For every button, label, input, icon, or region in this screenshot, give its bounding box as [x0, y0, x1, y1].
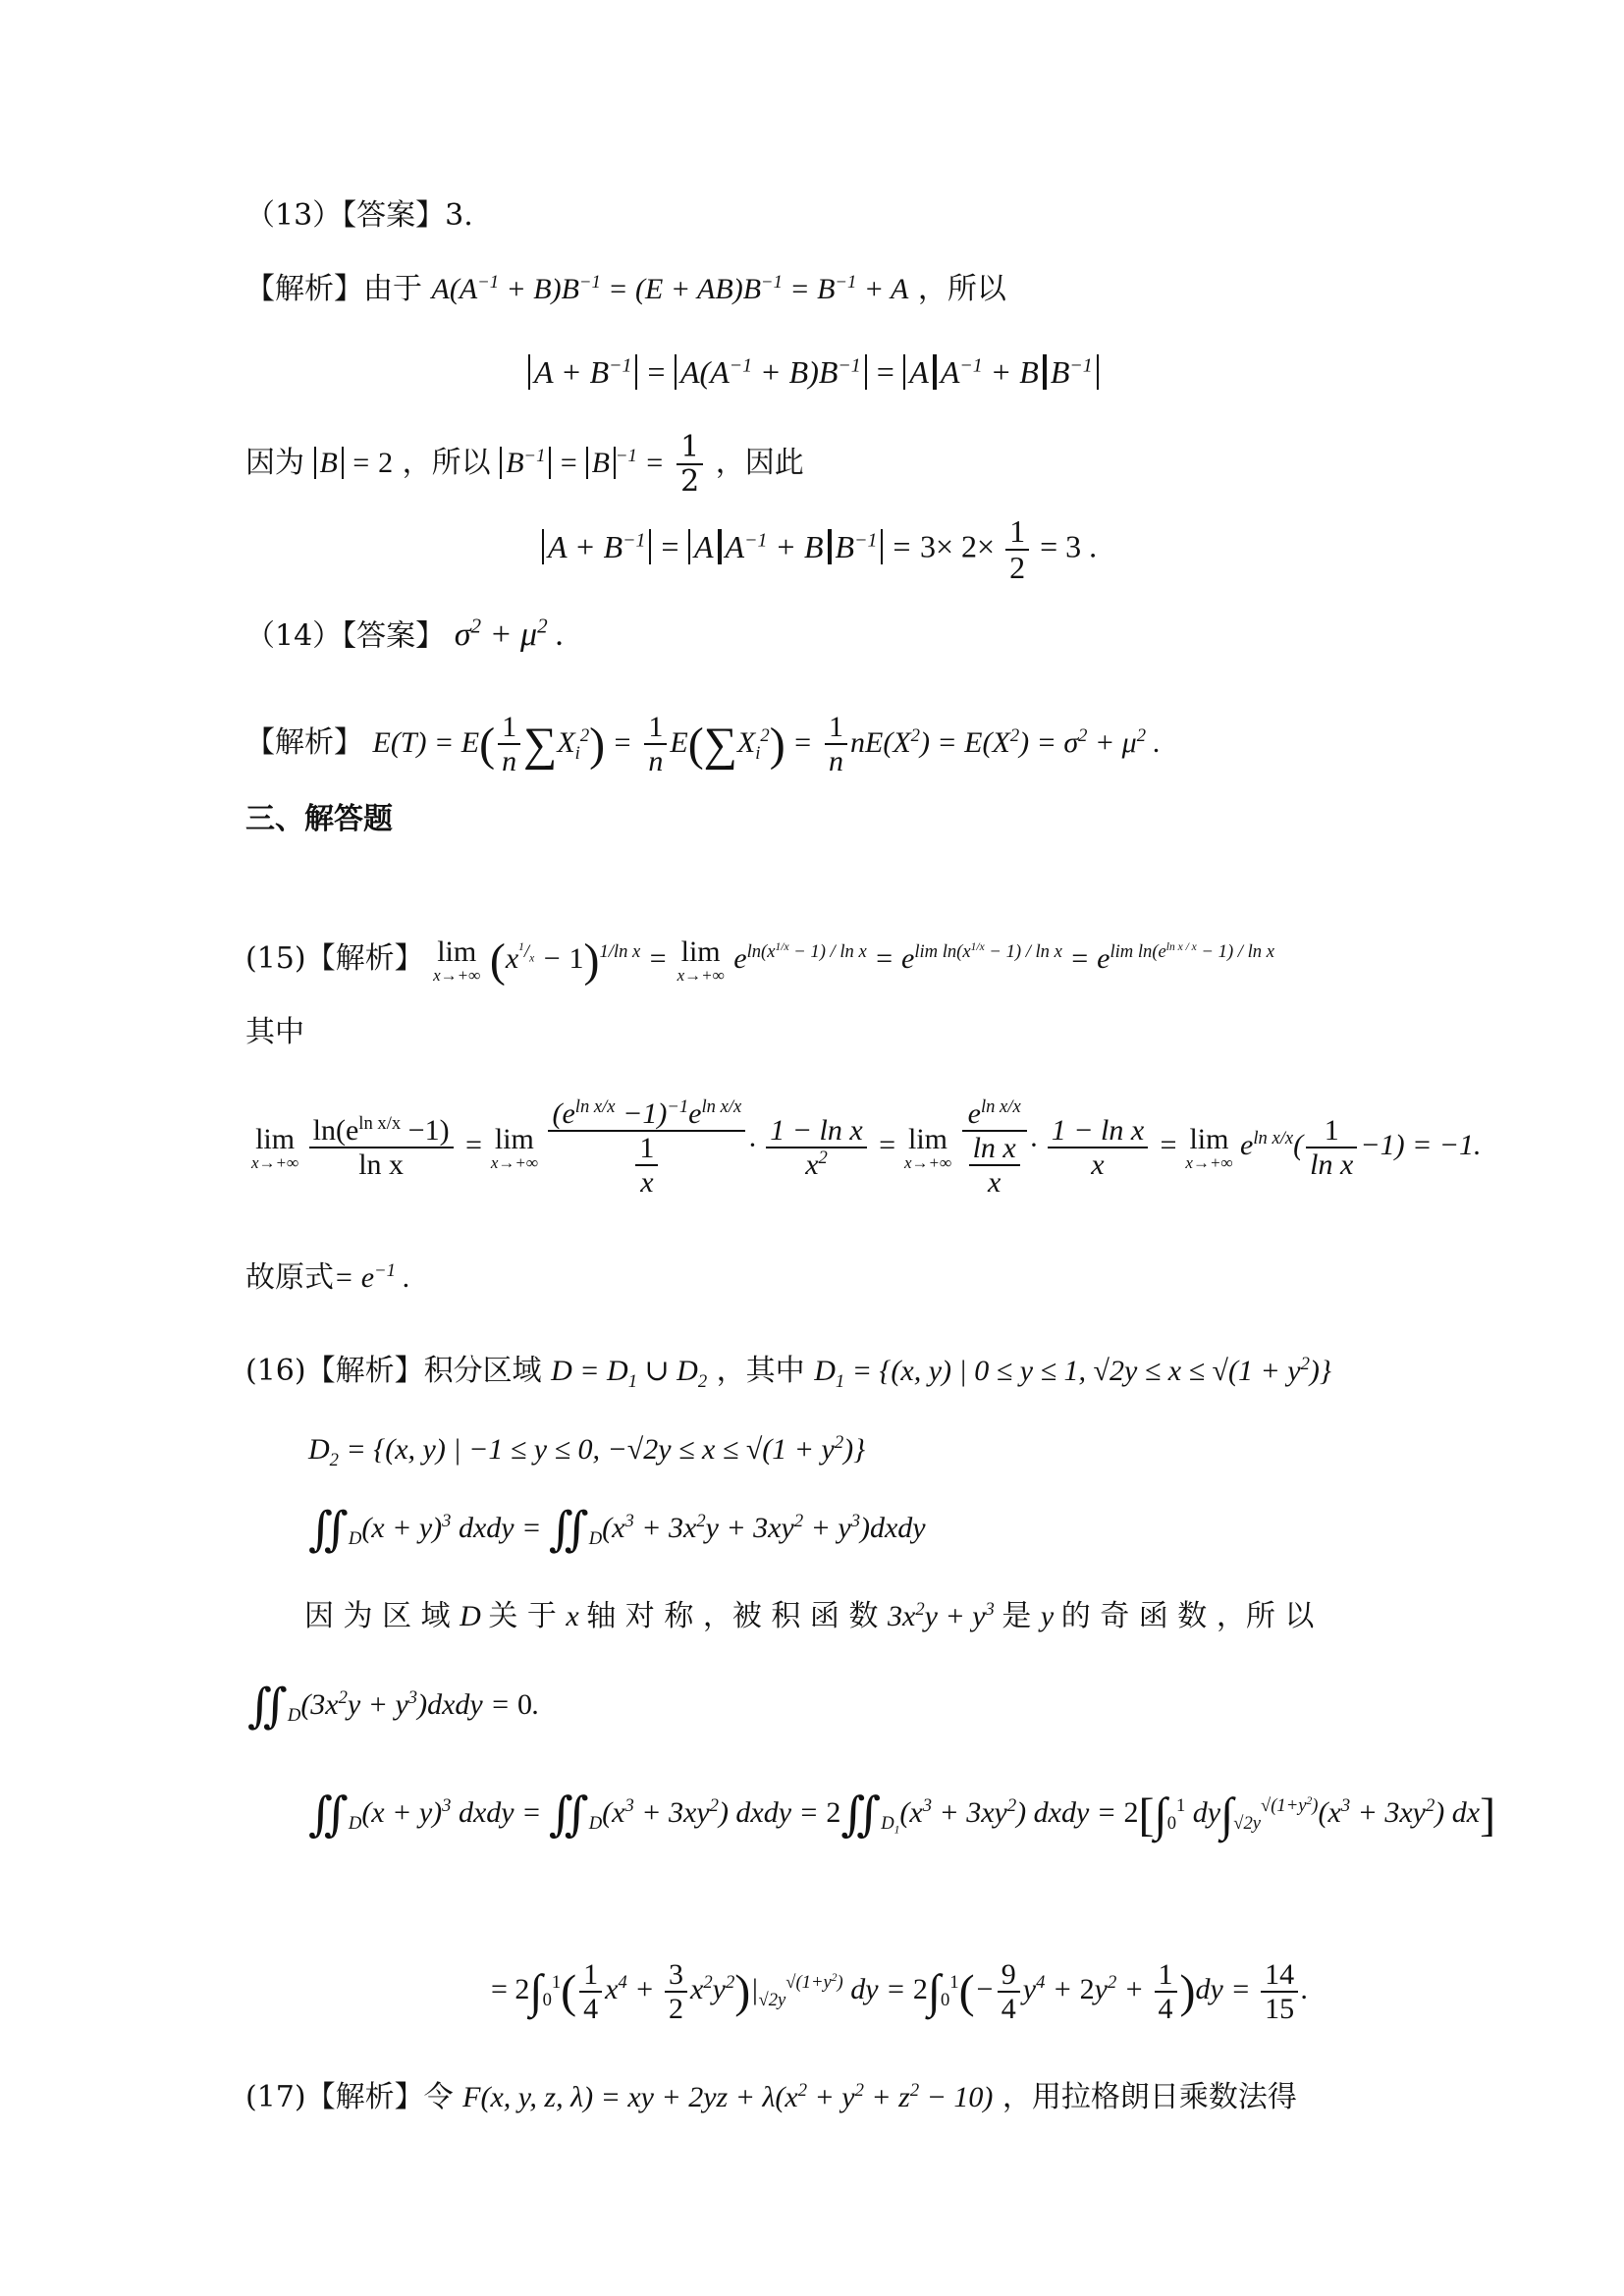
q13-because: 因为: [245, 446, 304, 480]
q16-para-d: 是: [1001, 1599, 1032, 1633]
q16-where: ，其中: [716, 1354, 805, 1388]
q14-answer: （14）【答案】: [245, 618, 446, 654]
q16-integral-3: $∬_D(x + y)^3$ dxdy = $∬_D(x^3 + 3xy^2)$ dxdy = $2∬_{D_1}(x^3 + 3xy^2)$ dxdy = $2[\int_0^1$ $dy\int_{√2y}^{√(1+y^2)}(x^3 + 3xy^2)$ dx]: [308, 1789, 1496, 1842]
q14-analysis-prefix: 【解析】: [245, 725, 363, 760]
q15-conclusion-line: 故原式= $e^{-1}$ .: [245, 1260, 410, 1295]
q16-para-line: 因 为 区 域 D 关 于 x 轴 对 称 ，被 积 函 数 $3x^2y + y^3$ 是 y 的 奇 函 数 ，所 以: [304, 1599, 1315, 1633]
q15-label: (15)【解析】: [245, 941, 424, 977]
q16-integral-4: = $2\int_0^1$( $\frac{1}{4}$ $x^4$ + $\frac{3}{2}$ $x^2y^2)|_{√2y}^{√(1+y^2)}$ dy = $2\int_0^1(-$ $\frac{9}{4}$ $y^4 + 2y^2$ + $\frac{1}{4}$ )dy = $\frac{14}{15}$ .: [491, 1958, 1309, 2026]
q14-analysis-line: 【解析】 E(T) = E( $\frac{1}{n}$ $\sum X_i^2$) = $\frac{1}{n}$ $E(\sum X_i^2)$ = $\frac{1}{n}$ $nE(X^2) = E(X^2) = \sigma^2 + \mu^2$ .: [245, 711, 1162, 777]
q13-formula-2: $A + B^{-1} = A(A^{-1} + B)B^{-1} = A$ $A^{-1} + B$ $B^{-1}$: [528, 346, 1099, 392]
q15-where: 其中: [245, 1015, 304, 1049]
q16-para-e: 的 奇 函 数 ，所 以: [1060, 1599, 1315, 1633]
q17-suffix: ，用拉格朗日乘数法得: [1001, 2080, 1297, 2114]
q13-formula-3: $A + B^{-1} = A$ $A^{-1} + B$ $B^{-1} = 3\times 2\times$ $\frac{1}{2}$ = 3 .: [542, 506, 1097, 586]
q15-conclusion: 故原式: [245, 1260, 334, 1295]
q16-para-c: 轴 对 称 ，被 积 函 数: [586, 1599, 879, 1633]
q15-formula-2: lim x→+∞ $\frac{\ln(e^{ln x/x} -1)}{\text{ln x}}$ = lim x→+∞ $\frac{(e^{ln x/x} -1)^{-1}e^{ln x/x}}{\frac{1}{x}}$ · $\frac{\text{1 − ln x}}{x^2}$ = lim x→+∞ $\frac{e^{ln x/x}}{\frac{\text{ln x}}{x}}$ · $\frac{\text{1 − ln x}}{x}$ = lim x→+∞ $e^{ln x/x}$( $\frac{1}{\text{ln x}}$ −1) = −1.: [251, 1095, 1482, 1199]
q14-answer-line: （14）【答案】 $\sigma^2 + \mu^2$ .: [245, 614, 565, 654]
q13-answer-line: [245, 196, 473, 236]
q13-formula-1: $A(A^{-1} + B)B^{-1} = (E + AB)B^{-1} = B^{-1} + A$: [431, 272, 909, 305]
section3-title-line: [245, 800, 393, 839]
q16-line-1: (16)【解析】积分区域 $D = D_1$ ∪ $D_2$ ，其中 $D_1 = \{(x$, y) | 0 ≤ y ≤ 1, $√2y \le x \le √(1 + y^2)$}: [245, 1354, 1331, 1392]
q16-label: (16)【解析】积分区域: [245, 1354, 542, 1388]
q16-integral-1: $∬_D(x + y)^3$ dxdy = $∬_D(x^3 + 3x^2y + 3xy^2$ + $y^3)dxdy$: [308, 1504, 926, 1557]
q13-therefore: ，因此: [715, 446, 804, 480]
q16-integral-2: $∬_D(3x^2y$ + $y^3)dxdy = 0$.: [247, 1681, 540, 1734]
q13-analysis-suffix: ，所以: [917, 272, 1006, 306]
q13-answer: （13）【答案】3.: [245, 198, 473, 233]
section3-title: 三、解答题: [245, 802, 393, 836]
q15-where-line: [245, 1013, 304, 1052]
q13-because-line: 因为 B = 2 ，所以 $B^{-1} = B$ $^{-1}$ = $\frac{1}{2}$ ，因此: [245, 430, 804, 499]
q15-line: (15)【解析】 lim x→+∞ $(x^{^1/_x} - 1)^{1/ln x}$ = lim x→+∞ $e^{ln(x^{1/x} - 1) / ln x} = e^{lim ln(x^{1/x} - 1) / ln x} = e^{lim ln(e^{ln x / x} - 1) / ln x}$: [245, 934, 1274, 988]
q17-line: (17)【解析】令 F(x, y, z, λ) = xy + $2yz + \lambda(x^2 + y^2 + z^2 - 10)$ ，用拉格朗日乘数法得: [245, 2080, 1297, 2114]
q16-d2: $D_2 = \{(x$, y) | −1 ≤ y ≤ 0, $-√2y \le x \le √(1 + y^2)$}: [308, 1432, 866, 1470]
q13-analysis-line: [245, 263, 1006, 309]
q16-para-b: 关 于: [488, 1599, 557, 1633]
q16-para-a: 因 为 区 域: [304, 1599, 451, 1633]
q13-so: ，所以: [402, 446, 491, 480]
q13-analysis-prefix: 【解析】由于: [245, 272, 422, 306]
q17-label: (17)【解析】令: [245, 2080, 454, 2114]
